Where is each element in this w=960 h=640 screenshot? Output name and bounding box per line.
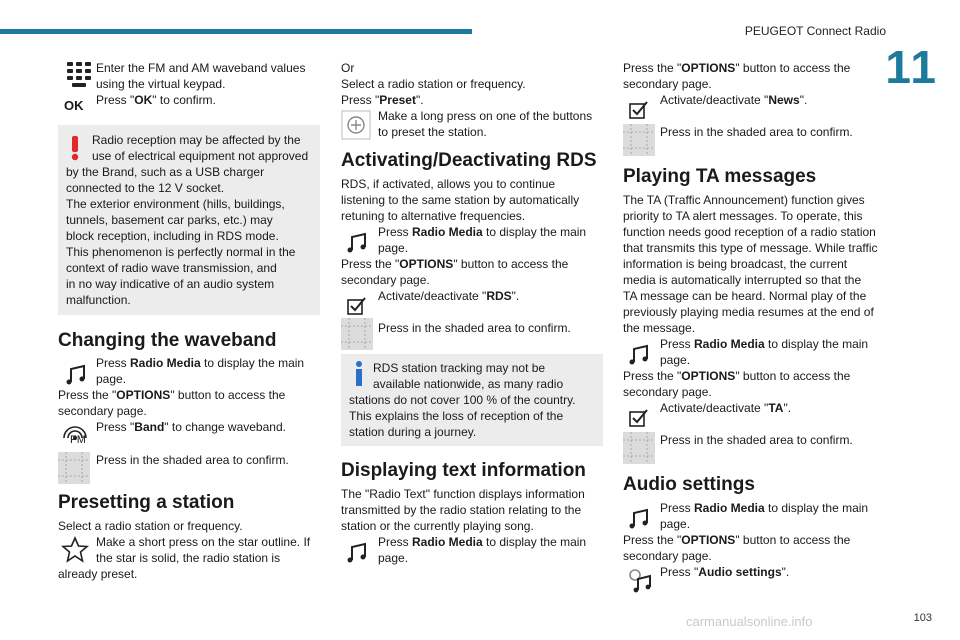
page-number: 103 [913, 612, 932, 624]
shaded-area-grid-icon [58, 452, 90, 484]
ta-media-page: page. [660, 353, 691, 367]
audio-settings-icon [625, 566, 655, 596]
star-outline-icon [60, 535, 90, 565]
fm-label: FM [70, 434, 86, 446]
ps-star-1: Make a short press on the star outline. If [96, 535, 311, 549]
checkbox-check-icon [625, 402, 655, 432]
long-press-2: to preset the station. [378, 125, 487, 139]
info-icon [351, 360, 367, 388]
long-press-1: Make a long press on one of the buttons [378, 109, 593, 123]
rds-media-page: page. [378, 241, 409, 255]
shaded-area-grid-icon [623, 432, 655, 464]
rds-media-line: Press Radio Media to display the main [378, 225, 587, 239]
rds-activate-line: Activate/deactivate "RDS". [378, 289, 520, 303]
music-note-icon [625, 340, 655, 370]
ps-select: Select a radio station or frequency. [58, 519, 243, 533]
wb-secondary: secondary page. [58, 404, 147, 418]
keypad-icon [64, 60, 94, 90]
ta-shaded-line: Press in the shaded area to confirm. [660, 433, 853, 447]
audio-secondary: secondary page. [623, 549, 712, 563]
keypad-text-1: Enter the FM and AM waveband values [96, 61, 306, 75]
news-activate-line: Activate/deactivate "News". [660, 93, 808, 107]
shaded-area-grid-icon [341, 318, 373, 350]
audio-settings-line: Press "Audio settings". [660, 565, 790, 579]
rds-text-1: RDS, if activated, allows you to continue [341, 177, 556, 191]
audio-options-line: Press the "OPTIONS" button to access the [623, 533, 851, 547]
select-text: Select a radio station or frequency. [341, 77, 526, 91]
wb-media-line: Press Radio Media to display the main [96, 356, 305, 370]
rds-text-3: retuning to alternative frequencies. [341, 209, 526, 223]
audio-media-page: page. [660, 517, 691, 531]
header-accent-bar [0, 29, 472, 34]
text-info-heading: Displaying text information [341, 460, 586, 481]
ta-activate-line: Activate/deactivate "TA". [660, 401, 792, 415]
ta-media-line: Press Radio Media to display the main [660, 337, 869, 351]
wb-options-line: Press the "OPTIONS" button to access the [58, 388, 286, 402]
wb-media-page: page. [96, 372, 127, 386]
c3-secondary: secondary page. [623, 77, 712, 91]
rds-heading: Activating/Deactivating RDS [341, 150, 597, 171]
exclamation-icon [66, 134, 84, 162]
audio-heading: Audio settings [623, 474, 755, 495]
ta-secondary: secondary page. [623, 385, 712, 399]
c3-options-line: Press the "OPTIONS" button to access the [623, 61, 851, 75]
waveband-heading: Changing the waveband [58, 330, 277, 351]
rds-secondary: secondary page. [341, 273, 430, 287]
keypad-text-2: using the virtual keypad. [96, 77, 226, 91]
ps-star-2: the star is solid, the radio station is [96, 551, 281, 565]
preset-plus-icon [341, 110, 371, 140]
wb-shaded-line: Press in the shaded area to confirm. [96, 453, 289, 467]
ok-icon-label: OK [64, 98, 84, 113]
wb-band-line: Press "Band" to change waveband. [96, 420, 286, 434]
shaded-area-grid-icon [623, 124, 655, 156]
header-title: PEUGEOT Connect Radio [744, 24, 886, 38]
rds-options-line: Press the "OPTIONS" button to access the [341, 257, 569, 271]
rds-shaded-line: Press in the shaded area to confirm. [378, 321, 571, 335]
checkbox-check-icon [343, 290, 373, 320]
or-text: Or [341, 61, 355, 75]
music-note-icon [625, 504, 655, 534]
rds-text-2: listening to the same station by automatically [341, 193, 580, 207]
music-note-icon [62, 360, 92, 390]
checkbox-check-icon [625, 94, 655, 124]
txt-2: transmitted by the radio station relating to the [341, 503, 582, 517]
ta-heading: Playing TA messages [623, 166, 817, 187]
ta-options-line: Press the "OPTIONS" button to access the [623, 369, 851, 383]
ok-instruction: Press "OK" to confirm. [96, 93, 216, 107]
news-shaded-line: Press in the shaded area to confirm. [660, 125, 853, 139]
txt-3: station or the currently playing song. [341, 519, 534, 533]
ps-star-3: already preset. [58, 567, 138, 581]
chapter-number: 11 [885, 41, 938, 93]
txt-1: The "Radio Text" function displays information [341, 487, 585, 501]
txt-media-page: page. [378, 551, 409, 565]
music-note-icon [343, 538, 373, 568]
preset-line: Press "Preset". [341, 93, 424, 107]
preset-heading: Presetting a station [58, 492, 235, 513]
watermark: carmanualsonline.info [686, 614, 813, 629]
music-note-icon [343, 228, 373, 258]
txt-media-line: Press Radio Media to display the main [378, 535, 587, 549]
audio-media-line: Press Radio Media to display the main [660, 501, 869, 515]
